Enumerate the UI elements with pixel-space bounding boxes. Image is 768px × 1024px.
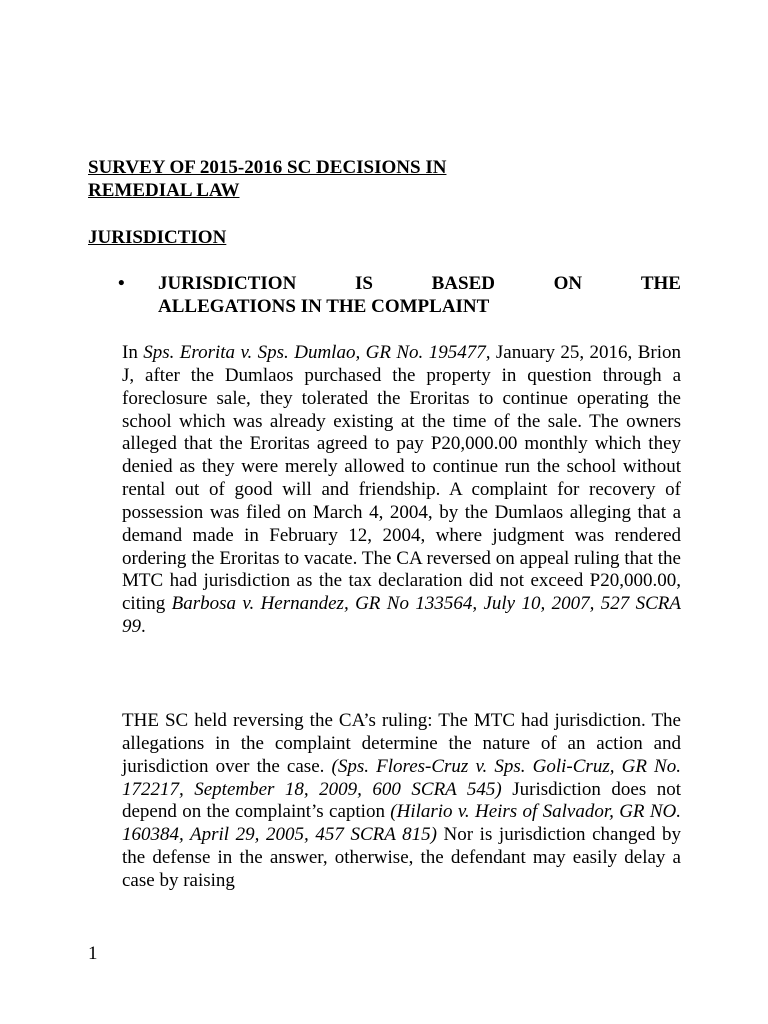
case-citation: Sps. Erorita v. Sps. Dumlao, GR No. 195477, [143, 342, 491, 363]
page-number: 1 [88, 943, 98, 964]
bullet-word: THE [640, 273, 681, 294]
bullet-dot-icon: • [118, 273, 125, 294]
text-run: Jurisdiction does not depend on the complaint’s caption [122, 778, 681, 823]
bullet-word: ON [553, 273, 583, 294]
paragraph-sc-ruling [122, 710, 681, 893]
case-citation: Barbosa v. Hernandez, GR No 133564, July 10, 2007, 527 SCRA 99 [122, 593, 681, 638]
case-citation: (Sps. Flores-Cruz v. Sps. Goli-Cruz, GR No. 172217, September 18, 2009, 600 SCRA 545) [122, 755, 681, 800]
paragraph-case-facts [122, 342, 681, 639]
text-run: In [122, 342, 144, 363]
text-run: THE SC held reversing the CA’s ruling: The MTC had jurisdiction. The allegations in the complaint determine the nature of an action and jurisdiction over the case. [122, 710, 681, 777]
title-line-2: REMEDIAL LAW [88, 180, 240, 201]
bullet-heading [158, 272, 681, 318]
text-run: Nor is jurisdiction changed by the defense in the answer, otherwise, the defendant may easily delay a case by raising [122, 824, 681, 891]
section-heading: JURISDICTION [88, 227, 227, 248]
case-citation: (Hilario v. Heirs of Salvador, GR NO. 160384, April 29, 2005, 457 SCRA 815) [122, 801, 681, 846]
bullet-word: BASED [431, 273, 495, 294]
text-run: January 25, 2016, Brion J, after the Dumlaos purchased the property in question through a foreclosure sale, they tolerated the Eroritas to continue operating the school which was already existing at the time of the sale. The owners alleged that the Eroritas agreed to pay P20,000.00 monthly which they denied as they were merely allowed to continue run the school without rental out of good will and friendship. A complaint for recovery of possession was filed on March 4, 2004, by the Dumlaos alleging that a demand made in February 12, 2004, where judgment was rendered ordering the Eroritas to vacate. The CA reversed on appeal ruling that the MTC had jurisdiction as the tax declaration did not exceed P20,000.00, citing [122, 342, 682, 615]
title-line-1: SURVEY OF 2015-2016 SC DECISIONS IN [88, 157, 447, 178]
text-run: . [141, 616, 146, 638]
bullet-word: JURISDICTION [158, 273, 297, 294]
bullet-heading-line-1 [158, 272, 681, 295]
bullet-heading-line-2: ALLEGATIONS IN THE COMPLAINT [158, 296, 490, 317]
document-title [88, 156, 688, 202]
bullet-word: IS [354, 273, 373, 294]
